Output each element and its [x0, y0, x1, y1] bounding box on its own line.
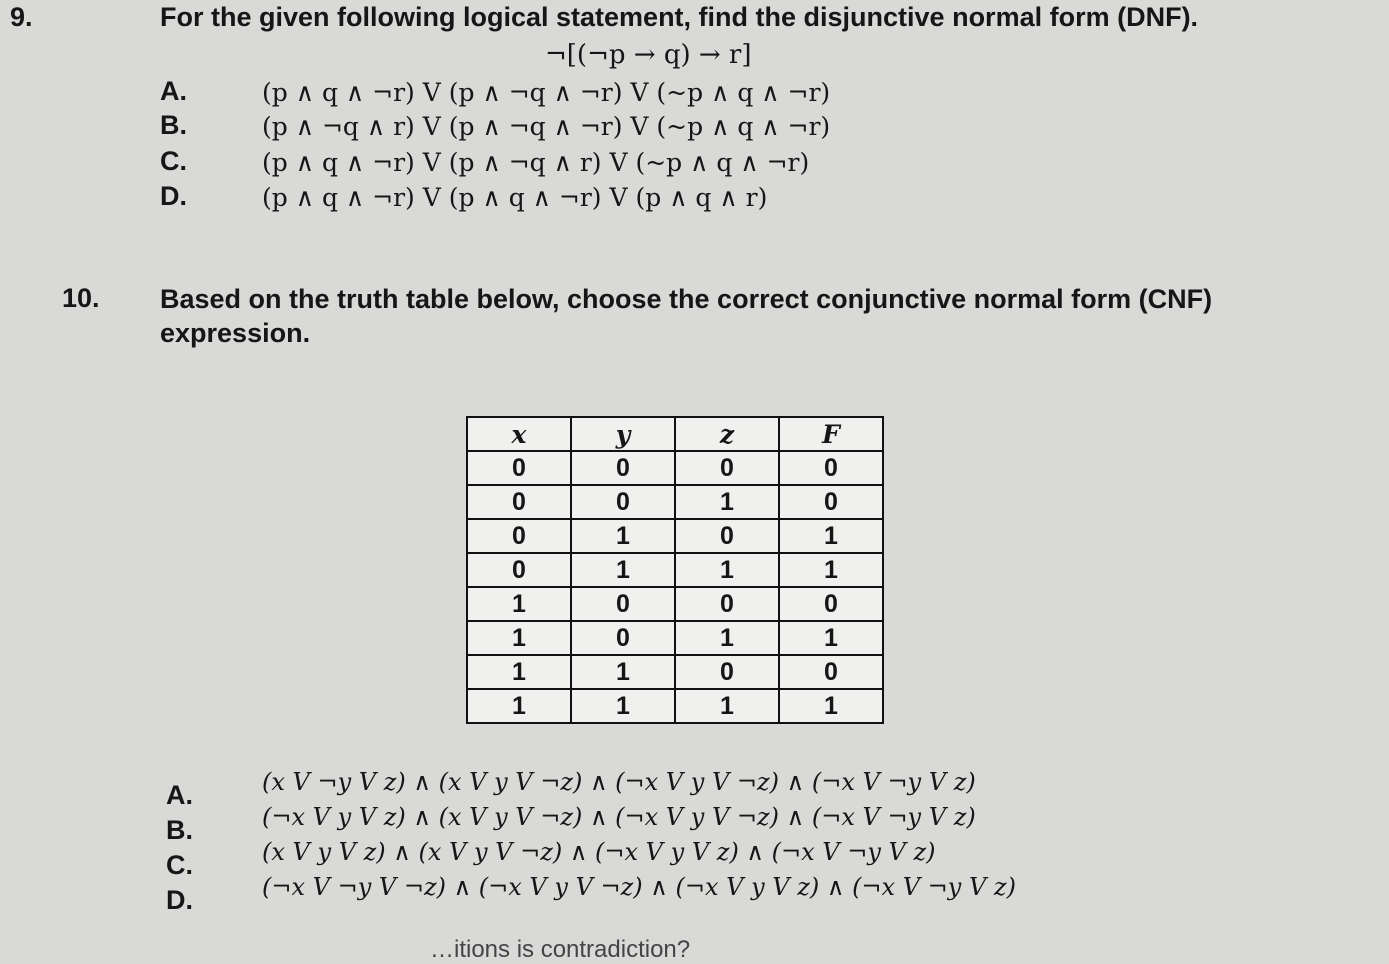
- question-10-prompt-line2: expression.: [160, 318, 311, 348]
- table-cell: 1: [571, 553, 675, 587]
- table-cell: 0: [675, 451, 779, 485]
- table-cell: 0: [571, 485, 675, 519]
- table-cell: 1: [779, 553, 883, 587]
- header-y: y: [571, 417, 675, 451]
- table-row: [467, 519, 883, 553]
- q10-option-d-expr[interactable]: (¬x V ¬y V ¬z) ∧ (¬x V y V ¬z) ∧ (¬x V y V z) ∧ (¬x V ¬y V z): [262, 873, 1016, 901]
- table-cell: 0: [779, 655, 883, 689]
- header-z: z: [675, 417, 779, 451]
- table-cell: 0: [779, 485, 883, 519]
- table-cell: 1: [675, 689, 779, 723]
- table-row: [467, 451, 883, 485]
- table-cell: 0: [675, 655, 779, 689]
- table-cell: 1: [467, 689, 571, 723]
- table-cell: 1: [779, 689, 883, 723]
- table-row: [467, 655, 883, 689]
- table-cell: 0: [467, 451, 571, 485]
- q10-option-d-letter[interactable]: D.: [166, 885, 193, 915]
- q9-option-b-letter[interactable]: B.: [160, 110, 187, 140]
- table-cell: 1: [571, 689, 675, 723]
- table-cell: 0: [467, 553, 571, 587]
- table-cell: 1: [779, 519, 883, 553]
- table-row: [467, 587, 883, 621]
- q10-option-b-expr[interactable]: (¬x V y V z) ∧ (x V y V ¬z) ∧ (¬x V y V ¬z) ∧ (¬x V ¬y V z): [262, 803, 976, 831]
- truth-table-header-row: [467, 417, 883, 451]
- table-cell: 1: [571, 519, 675, 553]
- q10-option-c-expr[interactable]: (x V y V z) ∧ (x V y V ¬z) ∧ (¬x V y V z) ∧ (¬x V ¬y V z): [262, 838, 936, 866]
- question-9-prompt: For the given following logical statement, find the disjunctive normal form (DNF).: [160, 2, 1199, 32]
- next-question-fragment: …itions is contradiction?: [430, 936, 691, 963]
- table-row: [467, 553, 883, 587]
- table-cell: 1: [675, 485, 779, 519]
- q10-option-c-letter[interactable]: C.: [166, 850, 193, 880]
- q9-option-d-expr[interactable]: (p ∧ q ∧ ¬r) V (p ∧ q ∧ ¬r) V (p ∧ q ∧ r): [262, 183, 768, 212]
- q10-option-a-expr[interactable]: (x V ¬y V z) ∧ (x V y V ¬z) ∧ (¬x V y V ¬z) ∧ (¬x V ¬y V z): [262, 768, 976, 796]
- table-cell: 0: [467, 519, 571, 553]
- q10-option-a-letter[interactable]: A.: [166, 780, 193, 810]
- table-cell: 0: [675, 519, 779, 553]
- question-10-prompt-line1: Based on the truth table below, choose the correct conjunctive normal form (CNF): [160, 284, 1213, 314]
- table-cell: 1: [571, 655, 675, 689]
- table-cell: 1: [467, 621, 571, 655]
- table-cell: 1: [675, 553, 779, 587]
- q9-option-a-expr[interactable]: (p ∧ q ∧ ¬r) V (p ∧ ¬q ∧ ¬r) V (~p ∧ q ∧ ¬r): [262, 78, 831, 107]
- q9-option-a-letter[interactable]: A.: [160, 76, 187, 106]
- table-cell: 0: [571, 621, 675, 655]
- table-cell: 1: [467, 587, 571, 621]
- q9-option-c-letter[interactable]: C.: [160, 146, 187, 176]
- q9-option-d-letter[interactable]: D.: [160, 181, 187, 211]
- table-cell: 0: [571, 451, 675, 485]
- table-row: [467, 621, 883, 655]
- table-cell: 0: [571, 587, 675, 621]
- table-cell: 0: [467, 485, 571, 519]
- question-9-statement: ¬[(¬p → q) → r]: [545, 40, 752, 70]
- table-row: [467, 485, 883, 519]
- header-f: F: [779, 417, 883, 451]
- table-cell: 0: [675, 587, 779, 621]
- q10-option-b-letter[interactable]: B.: [166, 815, 193, 845]
- table-row: [467, 689, 883, 723]
- table-cell: 1: [779, 621, 883, 655]
- table-cell: 0: [779, 451, 883, 485]
- q9-option-c-expr[interactable]: (p ∧ q ∧ ¬r) V (p ∧ ¬q ∧ r) V (~p ∧ q ∧ ¬r): [262, 148, 810, 177]
- q9-option-b-expr[interactable]: (p ∧ ¬q ∧ r) V (p ∧ ¬q ∧ ¬r) V (~p ∧ q ∧ ¬r): [262, 112, 831, 141]
- question-10-number: 10.: [62, 283, 100, 313]
- question-9-number: 9.: [10, 2, 33, 32]
- table-cell: 0: [779, 587, 883, 621]
- truth-table: [466, 416, 884, 724]
- table-cell: 1: [675, 621, 779, 655]
- header-x: x: [467, 417, 571, 451]
- table-cell: 1: [467, 655, 571, 689]
